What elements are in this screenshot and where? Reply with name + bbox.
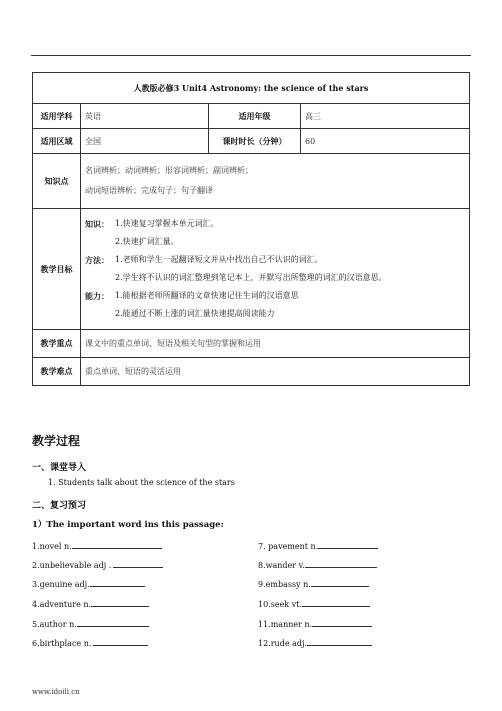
objective-tag: 能力： (85, 291, 109, 301)
footer-url: www.idoili.cn (32, 688, 80, 696)
answer-blank[interactable] (77, 617, 149, 627)
answer-blank[interactable] (311, 577, 369, 587)
answer-blank[interactable] (113, 558, 163, 568)
vocab-item (32, 577, 145, 589)
region-label: 适用区域 (33, 129, 81, 154)
objective-text: 1.老师和学生一起翻译短文并从中找出自己不认识的词汇。 (115, 255, 323, 264)
vocab-item (258, 617, 372, 629)
vocab-item (32, 539, 162, 551)
subject-value: 英语 (81, 104, 209, 129)
difficult-points-value: 重点单词、短语的灵活运用 (81, 358, 470, 386)
objective-tag (85, 271, 115, 285)
objective-text: 1.能根据老师所翻译的文章快速记住生词的汉语意思 (115, 291, 299, 300)
vocab-word: 6.birthplace n. (32, 639, 92, 648)
objective-item (85, 271, 465, 285)
knowledge-line: 名词辨析；动词辨析；形容词辨析；副词辨析； (85, 166, 253, 175)
objectives-label: 教学目标 (33, 209, 81, 330)
answer-blank[interactable] (91, 597, 149, 607)
header-rule (31, 55, 471, 56)
subject-label: 适用学科 (33, 104, 81, 129)
vocab-word: 5.author n. (32, 620, 77, 629)
section-2-heading: 二、复习预习 (32, 501, 87, 511)
section-2-subheading: 1）The important word ins this passage: (32, 520, 224, 530)
duration-label: 课时时长（分钟） (209, 129, 301, 154)
key-points-label: 教学重点 (33, 330, 81, 358)
vocab-word: 10.seek vt. (258, 600, 302, 609)
course-info-table (32, 72, 470, 386)
objective-item (85, 253, 465, 267)
objective-tag (85, 235, 115, 249)
objective-text: 2.快速扩词汇量。 (115, 237, 179, 246)
knowledge-label: 知识点 (33, 154, 81, 209)
grade-value: 高三 (301, 104, 470, 129)
vocab-item (32, 597, 149, 609)
objective-item (85, 235, 465, 249)
vocab-item (258, 636, 372, 648)
vocab-item (32, 636, 148, 648)
knowledge-line: 动词短语辨析；完成句子；句子翻译 (85, 186, 213, 195)
objective-item (85, 217, 465, 231)
vocab-item (258, 597, 370, 609)
answer-blank[interactable] (307, 636, 372, 646)
section-1-item: 1. Students talk about the science of the stars (48, 478, 235, 487)
objective-item (85, 307, 465, 321)
vocab-word: 3.genuine adj. (32, 580, 90, 589)
vocab-item (258, 539, 378, 551)
vocab-word: 1.novel n. (32, 542, 72, 551)
vocab-item (32, 558, 163, 570)
answer-blank[interactable] (312, 617, 372, 627)
objective-text: 1.快速复习掌握本单元词汇。 (115, 219, 219, 228)
difficult-points-label: 教学难点 (33, 358, 81, 386)
objectives-cell (81, 209, 470, 330)
key-points-value: 课文中的重点单词、短语及相关句型的掌握和运用 (81, 330, 470, 358)
objective-tag: 方法： (85, 255, 109, 265)
vocab-item (258, 558, 377, 570)
duration-value: 60 (301, 129, 470, 154)
answer-blank[interactable] (72, 539, 162, 549)
course-title: 人教版必修3 Unit4 Astronomy: the science of the stars (33, 73, 470, 104)
answer-blank[interactable] (305, 558, 377, 568)
vocab-word: 2.unbelievable adj . (32, 561, 112, 570)
answer-blank[interactable] (93, 636, 148, 646)
process-title: 教学过程 (32, 434, 81, 448)
vocab-item (258, 577, 369, 589)
knowledge-cell (81, 154, 470, 209)
answer-blank[interactable] (318, 539, 378, 549)
vocab-word: 4.adventure n. (32, 600, 92, 609)
region-value: 全国 (81, 129, 209, 154)
vocab-item (32, 617, 149, 629)
objective-item (85, 289, 465, 303)
section-1-heading: 一、课堂导入 (32, 463, 87, 473)
objective-text: 2.能通过不断上涨的词汇量快速提高阅读能力 (115, 309, 275, 318)
objective-tag: 知识： (85, 219, 109, 229)
vocab-word: 9.embassy n. (258, 580, 311, 589)
vocab-word: 8.wander v. (258, 561, 305, 570)
vocab-word: 11.manner n. (258, 620, 313, 629)
objective-tag (85, 307, 115, 321)
answer-blank[interactable] (90, 577, 145, 587)
vocab-word: 7. pavement n. (258, 542, 319, 551)
grade-label: 适用年级 (209, 104, 301, 129)
objective-text: 2.学生将不认识的词汇整理到笔记本上，并默写出所整理的词汇的汉语意思。 (115, 273, 387, 282)
vocab-word: 12.rude adj. (258, 639, 308, 648)
answer-blank[interactable] (302, 597, 370, 607)
